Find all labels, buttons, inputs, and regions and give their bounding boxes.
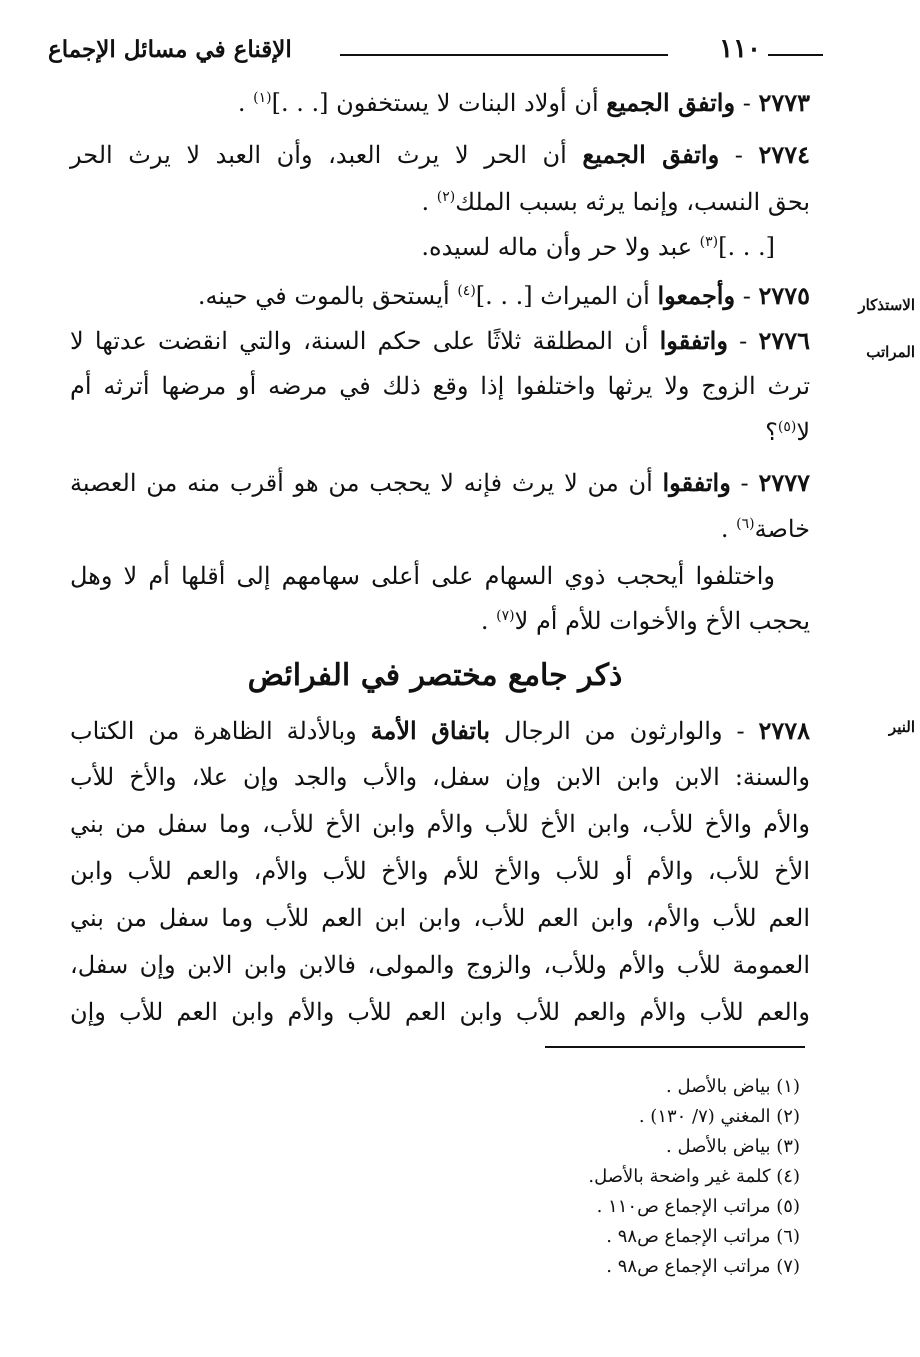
book-title: الإقناع في مسائل الإجماع — [48, 36, 292, 63]
entry-text-end: عبد ولا حر وأن ماله لسيده. — [421, 233, 700, 261]
entry-text: ترث الزوج ولا يرثها واختلفوا إذا وقع ذلك في مرضه أو مرضها أترثه أم — [70, 372, 810, 400]
entry-number: ٢٧٧٧ — [758, 468, 810, 497]
entry-lead: واتفقوا — [662, 468, 731, 497]
entry-number: ٢٧٧٦ — [758, 326, 810, 355]
entry-number: ٢٧٧٥ — [758, 281, 810, 310]
footnote: (٦) مراتب الإجماع ص٩٨ . — [606, 1226, 800, 1247]
entry-text: أن المطلقة ثلاثًا على حكم السنة، والتي انقضت عدتها لا — [70, 327, 660, 355]
footnote: (٤) كلمة غير واضحة بالأصل. — [588, 1166, 800, 1187]
entry-text-end: وبالأدلة الظاهرة من الكتاب — [70, 717, 371, 745]
footnote: (٥) مراتب الإجماع ص١١٠ . — [596, 1196, 800, 1217]
entry-text-end: ؟ — [765, 418, 778, 446]
header-rule-left — [340, 54, 668, 56]
footnote: (٧) مراتب الإجماع ص٩٨ . — [606, 1256, 800, 1277]
entry-line: ٢٧٧٤ - واتفق الجميع أن الحر لا يرث العبد، وأن العبد لا يرث الحر — [70, 140, 811, 169]
margin-note-nayyir: النير — [888, 718, 915, 736]
entry-line: ٢٧٧٣ - واتفق الجميع أن أولاد البنات لا يستخفون [. . .]$^{(١)}$ . — [237, 88, 810, 117]
entry-text-end: . — [237, 89, 254, 117]
section-line: العم للأب والأم، وابن العم للأب، وابن ابن العم للأب وما سفل من بني — [70, 904, 810, 932]
footnote-rule — [545, 1046, 805, 1048]
section-line — [70, 716, 810, 745]
entry-text-end: . — [720, 515, 737, 543]
entry-text: يحجب الأخ والأخوات للأم أم لا — [514, 607, 810, 635]
entry-lead: واتفقوا — [659, 326, 728, 355]
entry-number: ٢٧٧٣ — [758, 88, 810, 117]
entry-text-end: . — [480, 607, 497, 635]
header-rule-right — [768, 54, 823, 56]
entry-text-end: أيستحق بالموت في حينه. — [197, 282, 458, 310]
entry-number: ٢٧٧٤ — [758, 140, 811, 169]
entry-line — [70, 188, 810, 216]
entry-text: لا — [796, 418, 810, 446]
entry-line: ٢٧٧٧ - واتفقوا أن من لا يرث فإنه لا يحجب من هو أقرب منه من العصبة — [70, 468, 810, 497]
footnote: (١) بياض بالأصل . — [666, 1076, 800, 1097]
section-line: العمومة للأب والأم وللأب، والزوج والمولى، فالابن وابن الابن وإن سفل، — [70, 951, 810, 979]
entry-text: بحق النسب، وإنما يرثه بسبب الملك — [455, 188, 810, 216]
entry-line — [70, 233, 775, 261]
margin-note-istidhkar: الاستذكار — [858, 296, 915, 314]
entry-text: خاصة — [754, 515, 810, 543]
section-line: والعم للأب والأم والعم للأب وابن العم للأب والأم وابن العم للأب وإن — [70, 998, 810, 1026]
footnote-ref: (٣) — [699, 234, 719, 250]
entry-text: أن الميراث [. . .] — [475, 282, 658, 310]
entry-line — [70, 372, 810, 400]
entry-text: أن أولاد البنات لا يستخفون [. . .] — [271, 89, 607, 117]
footnote-ref: (٢) — [436, 189, 456, 205]
section-line: والأم والأخ للأب، وابن الأخ للأب والأم وابن الأخ للأب، وما سفل من بني — [70, 810, 810, 838]
footnote-ref: (١) — [253, 90, 272, 106]
entry-text: - والوارثون من الرجال — [490, 717, 759, 745]
footnote: (٢) المغني (٧/ ١٣٠) . — [638, 1106, 800, 1127]
entry-lead: باتفاق الأمة — [370, 716, 491, 745]
entry-lead: واتفق الجميع — [606, 88, 736, 117]
entry-text: [. . .] — [718, 233, 775, 261]
entry-number: ٢٧٧٨ — [758, 716, 810, 745]
footnote-ref: (٦) — [736, 516, 755, 532]
footnote-ref: (٤) — [457, 283, 476, 299]
section-line: الأخ للأب، والأم أو للأب والأخ للأم والأخ للأب والأم، والعم للأب وابن — [70, 857, 810, 885]
page-number: ١١٠ — [719, 34, 761, 64]
footnote-ref: (٧) — [496, 608, 515, 624]
footnote-ref: (٥) — [777, 419, 797, 435]
footnote: (٣) بياض بالأصل . — [666, 1136, 800, 1157]
entry-text: أن من لا يرث فإنه لا يحجب من هو أقرب منه من العصبة — [70, 469, 663, 497]
entry-line — [70, 562, 775, 590]
page-header — [48, 32, 823, 72]
entry-text: واختلفوا أيحجب ذوي السهام على أعلى سهامهم إلى أقلها أم لا وهل — [70, 562, 775, 590]
entry-line — [70, 607, 810, 635]
entry-line — [70, 418, 810, 446]
entry-lead: وأجمعوا — [657, 281, 736, 310]
entry-text: أن الحر لا يرث العبد، وأن العبد لا يرث الحر — [70, 141, 583, 169]
entry-line: ٢٧٧٥ - وأجمعوا أن الميراث [. . .]$^{(٤)}$ أيستحق بالموت في حينه. — [197, 281, 810, 310]
entry-lead: واتفق الجميع — [582, 140, 720, 169]
entry-text-end: . — [421, 188, 437, 216]
entry-line — [70, 515, 810, 543]
section-heading: ذكر جامع مختصر في الفرائض — [247, 658, 623, 693]
entry-line: ٢٧٧٦ - واتفقوا أن المطلقة ثلاثًا على حكم السنة، والتي انقضت عدتها لا — [70, 326, 810, 355]
section-line: والسنة: الابن وابن الابن وإن سفل، والأب والجد وإن علا، والأخ للأب — [70, 763, 810, 791]
margin-note-maratib: المراتب — [866, 343, 915, 361]
